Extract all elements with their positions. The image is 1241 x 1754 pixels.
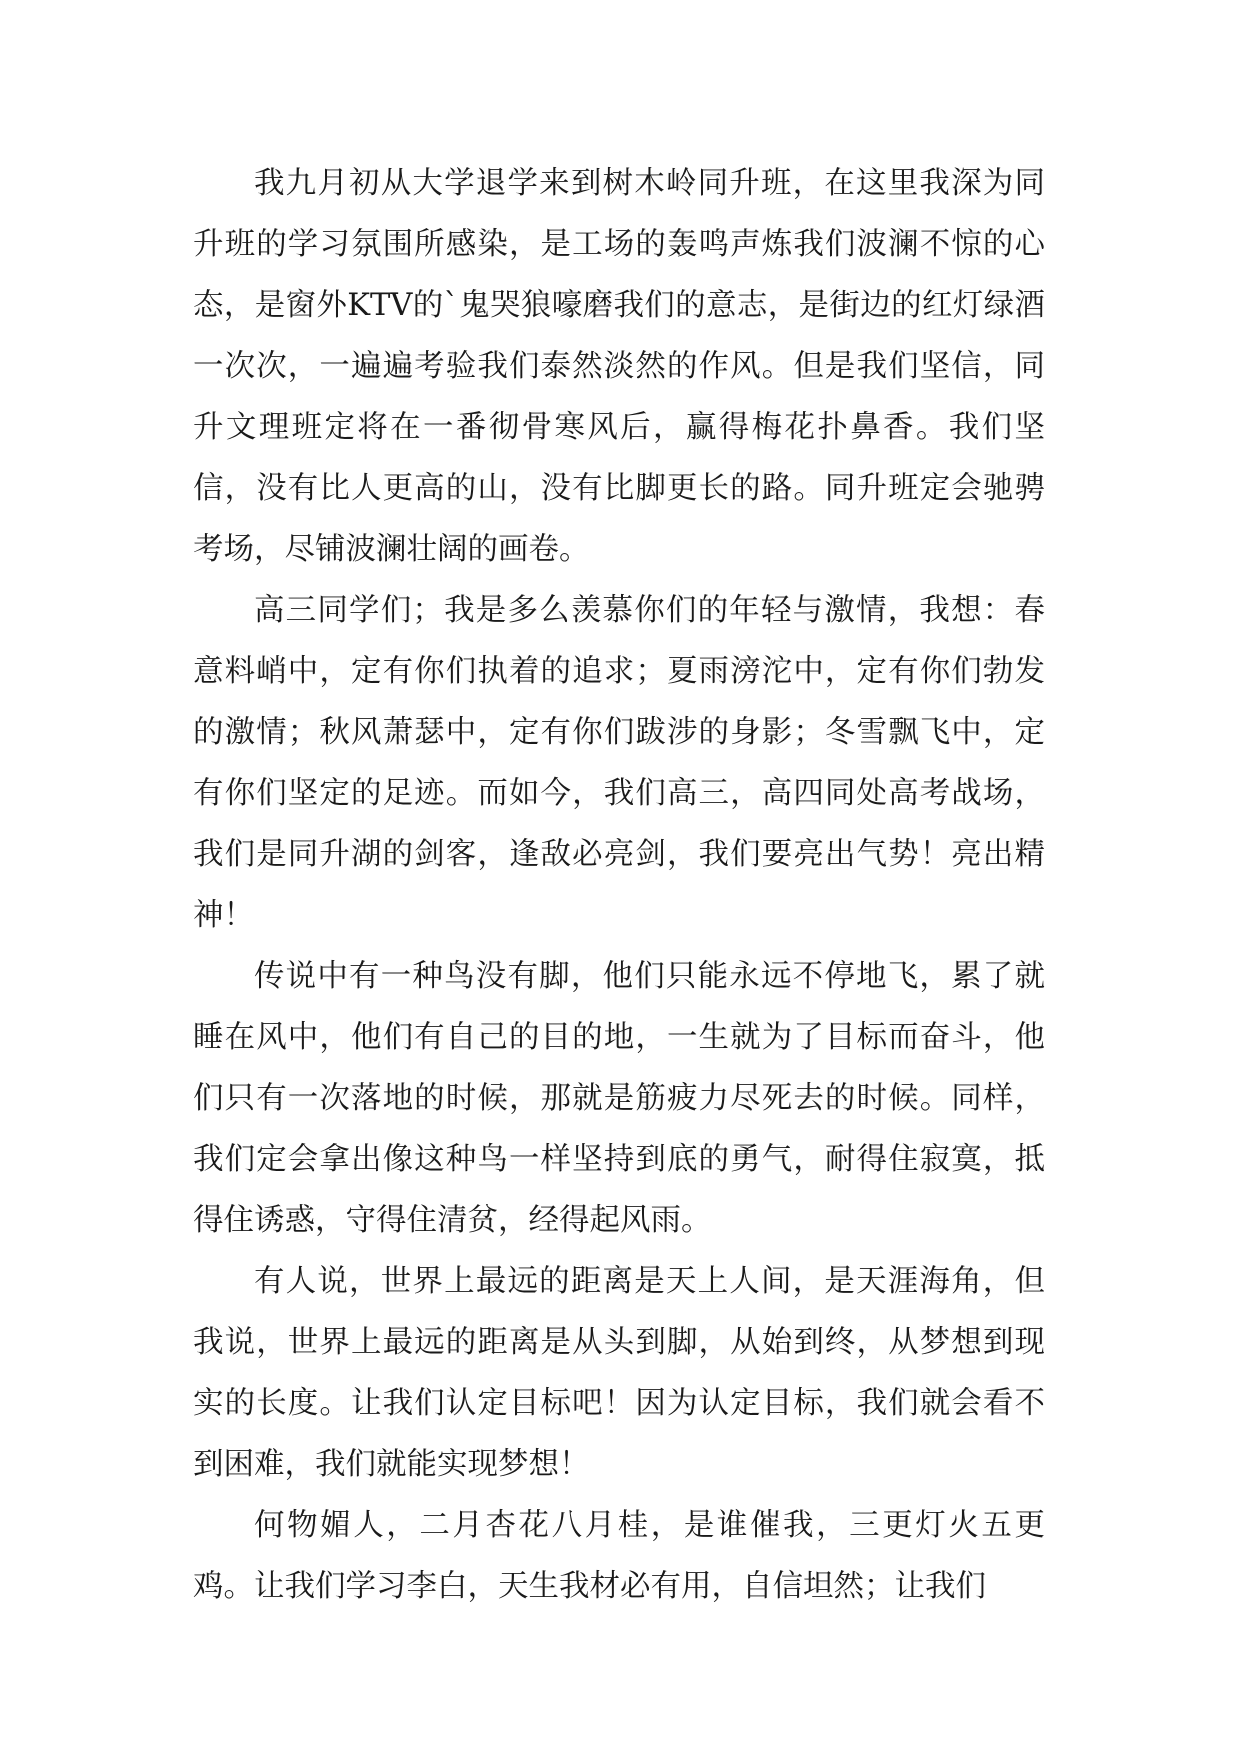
paragraph-1: 我九月初从大学退学来到树木岭同升班，在这里我深为同升班的学习氛围所感染，是工场的轰鸣声炼我们波澜不惊的心态，是窗外KTV的`鬼哭狼嚎磨我们的意志，是街边的红灯绿酒一次次，一遍遍考验我们泰然淡然的作风。但是我们坚信，同升文理班定将在一番彻骨寒风后，赢得梅花扑鼻香。我们坚信，没有比人更高的山，没有比脚更长的路。同升班定会驰骋考场，尽铺波澜壮阔的画卷。 (193, 166, 1045, 567)
document-body (193, 153, 1045, 1617)
paragraph-2: 高三同学们；我是多么羡慕你们的年轻与激情，我想：春意料峭中，定有你们执着的追求；夏雨滂沱中，定有你们勃发的激情；秋风萧瑟中，定有你们跋涉的身影；冬雪飘飞中，定有你们坚定的足迹。而如今，我们高三，高四同处高考战场，我们是同升湖的剑客，逢敌必亮剑，我们要亮出气势！亮出精神！ (193, 593, 1045, 933)
paragraph-3: 传说中有一种鸟没有脚，他们只能永远不停地飞，累了就睡在风中，他们有自己的目的地，一生就为了目标而奋斗，他们只有一次落地的时候，那就是筋疲力尽死去的时候。同样，我们定会拿出像这种鸟一样坚持到底的勇气，耐得住寂寞，抵得住诱惑，守得住清贫，经得起风雨。 (193, 959, 1045, 1238)
paragraph-4: 有人说，世界上最远的距离是天上人间，是天涯海角，但我说，世界上最远的距离是从头到脚，从始到终，从梦想到现实的长度。让我们认定目标吧！因为认定目标，我们就会看不到困难，我们就能实现梦想！ (193, 1264, 1045, 1482)
paragraph-5: 何物媚人，二月杏花八月桂，是谁催我，三更灯火五更鸡。让我们学习李白，天生我材必有用，自信坦然；让我们 (193, 1508, 1045, 1604)
